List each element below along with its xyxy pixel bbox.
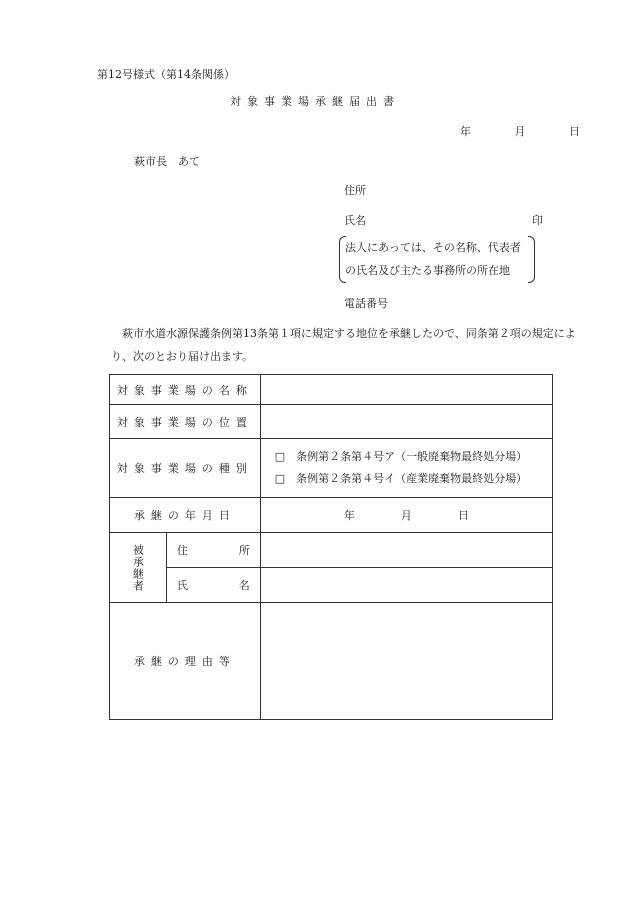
- type-option-general[interactable]: □ 条例第２条第４号ア（一般廃棄物最終処分場）: [274, 450, 528, 463]
- form-number: 第12号様式（第14条関係）: [97, 68, 235, 81]
- predecessor-label: 被承継者: [131, 543, 145, 592]
- seal-mark: 印: [532, 214, 543, 227]
- type-option-industrial[interactable]: □ 条例第２条第４号イ（産業廃棄物最終処分場）: [274, 472, 528, 485]
- succession-reason-label: 承継の理由等: [110, 603, 261, 720]
- predecessor-name-field[interactable]: [260, 568, 552, 603]
- predecessor-name-label: 氏 名: [166, 568, 260, 603]
- succession-date-label: 承継の年月日: [110, 498, 261, 533]
- facility-name-label: 対象事業場の名称: [110, 375, 261, 405]
- document-title: 対象事業場承継届出書: [230, 95, 400, 108]
- date-month: 月: [514, 125, 526, 138]
- date-year: 年: [460, 125, 471, 138]
- succession-form-table: [109, 374, 553, 720]
- facility-location-field[interactable]: [260, 405, 552, 439]
- checkbox-icon[interactable]: □: [274, 450, 286, 463]
- applicant-name-label: 氏名: [344, 214, 366, 227]
- facility-location-label: 対象事業場の位置: [110, 405, 261, 439]
- facility-type-label: 対象事業場の種別: [110, 439, 261, 498]
- corp-note-line1: 法人にあっては、その名称、代表者: [345, 241, 521, 254]
- corp-note-line2: の氏名及び主たる事務所の所在地: [345, 264, 510, 277]
- corporation-note: [339, 236, 535, 283]
- predecessor-label-cell: [110, 533, 167, 603]
- checkbox-icon[interactable]: □: [274, 472, 286, 485]
- body-paragraph: [111, 322, 581, 368]
- succession-date-field[interactable]: 年 月 日: [260, 498, 552, 533]
- predecessor-address-field[interactable]: [260, 533, 552, 568]
- predecessor-address-label: 住 所: [166, 533, 260, 568]
- applicant-address-label: 住所: [344, 184, 366, 197]
- facility-name-field[interactable]: [260, 375, 552, 405]
- right-bracket: [528, 236, 535, 283]
- recipient: 萩市長 あて: [134, 155, 200, 168]
- succession-reason-field[interactable]: [260, 603, 552, 720]
- body-paragraph-text: 萩市水道水源保護条例第13条第１項に規定する地位を承継したので、同条第２項の規定により、次のとおり届け出ます。: [111, 327, 576, 363]
- submission-date: [460, 123, 580, 139]
- facility-type-options: [260, 439, 552, 498]
- date-day: 日: [569, 125, 580, 138]
- applicant-phone-label: 電話番号: [344, 297, 388, 310]
